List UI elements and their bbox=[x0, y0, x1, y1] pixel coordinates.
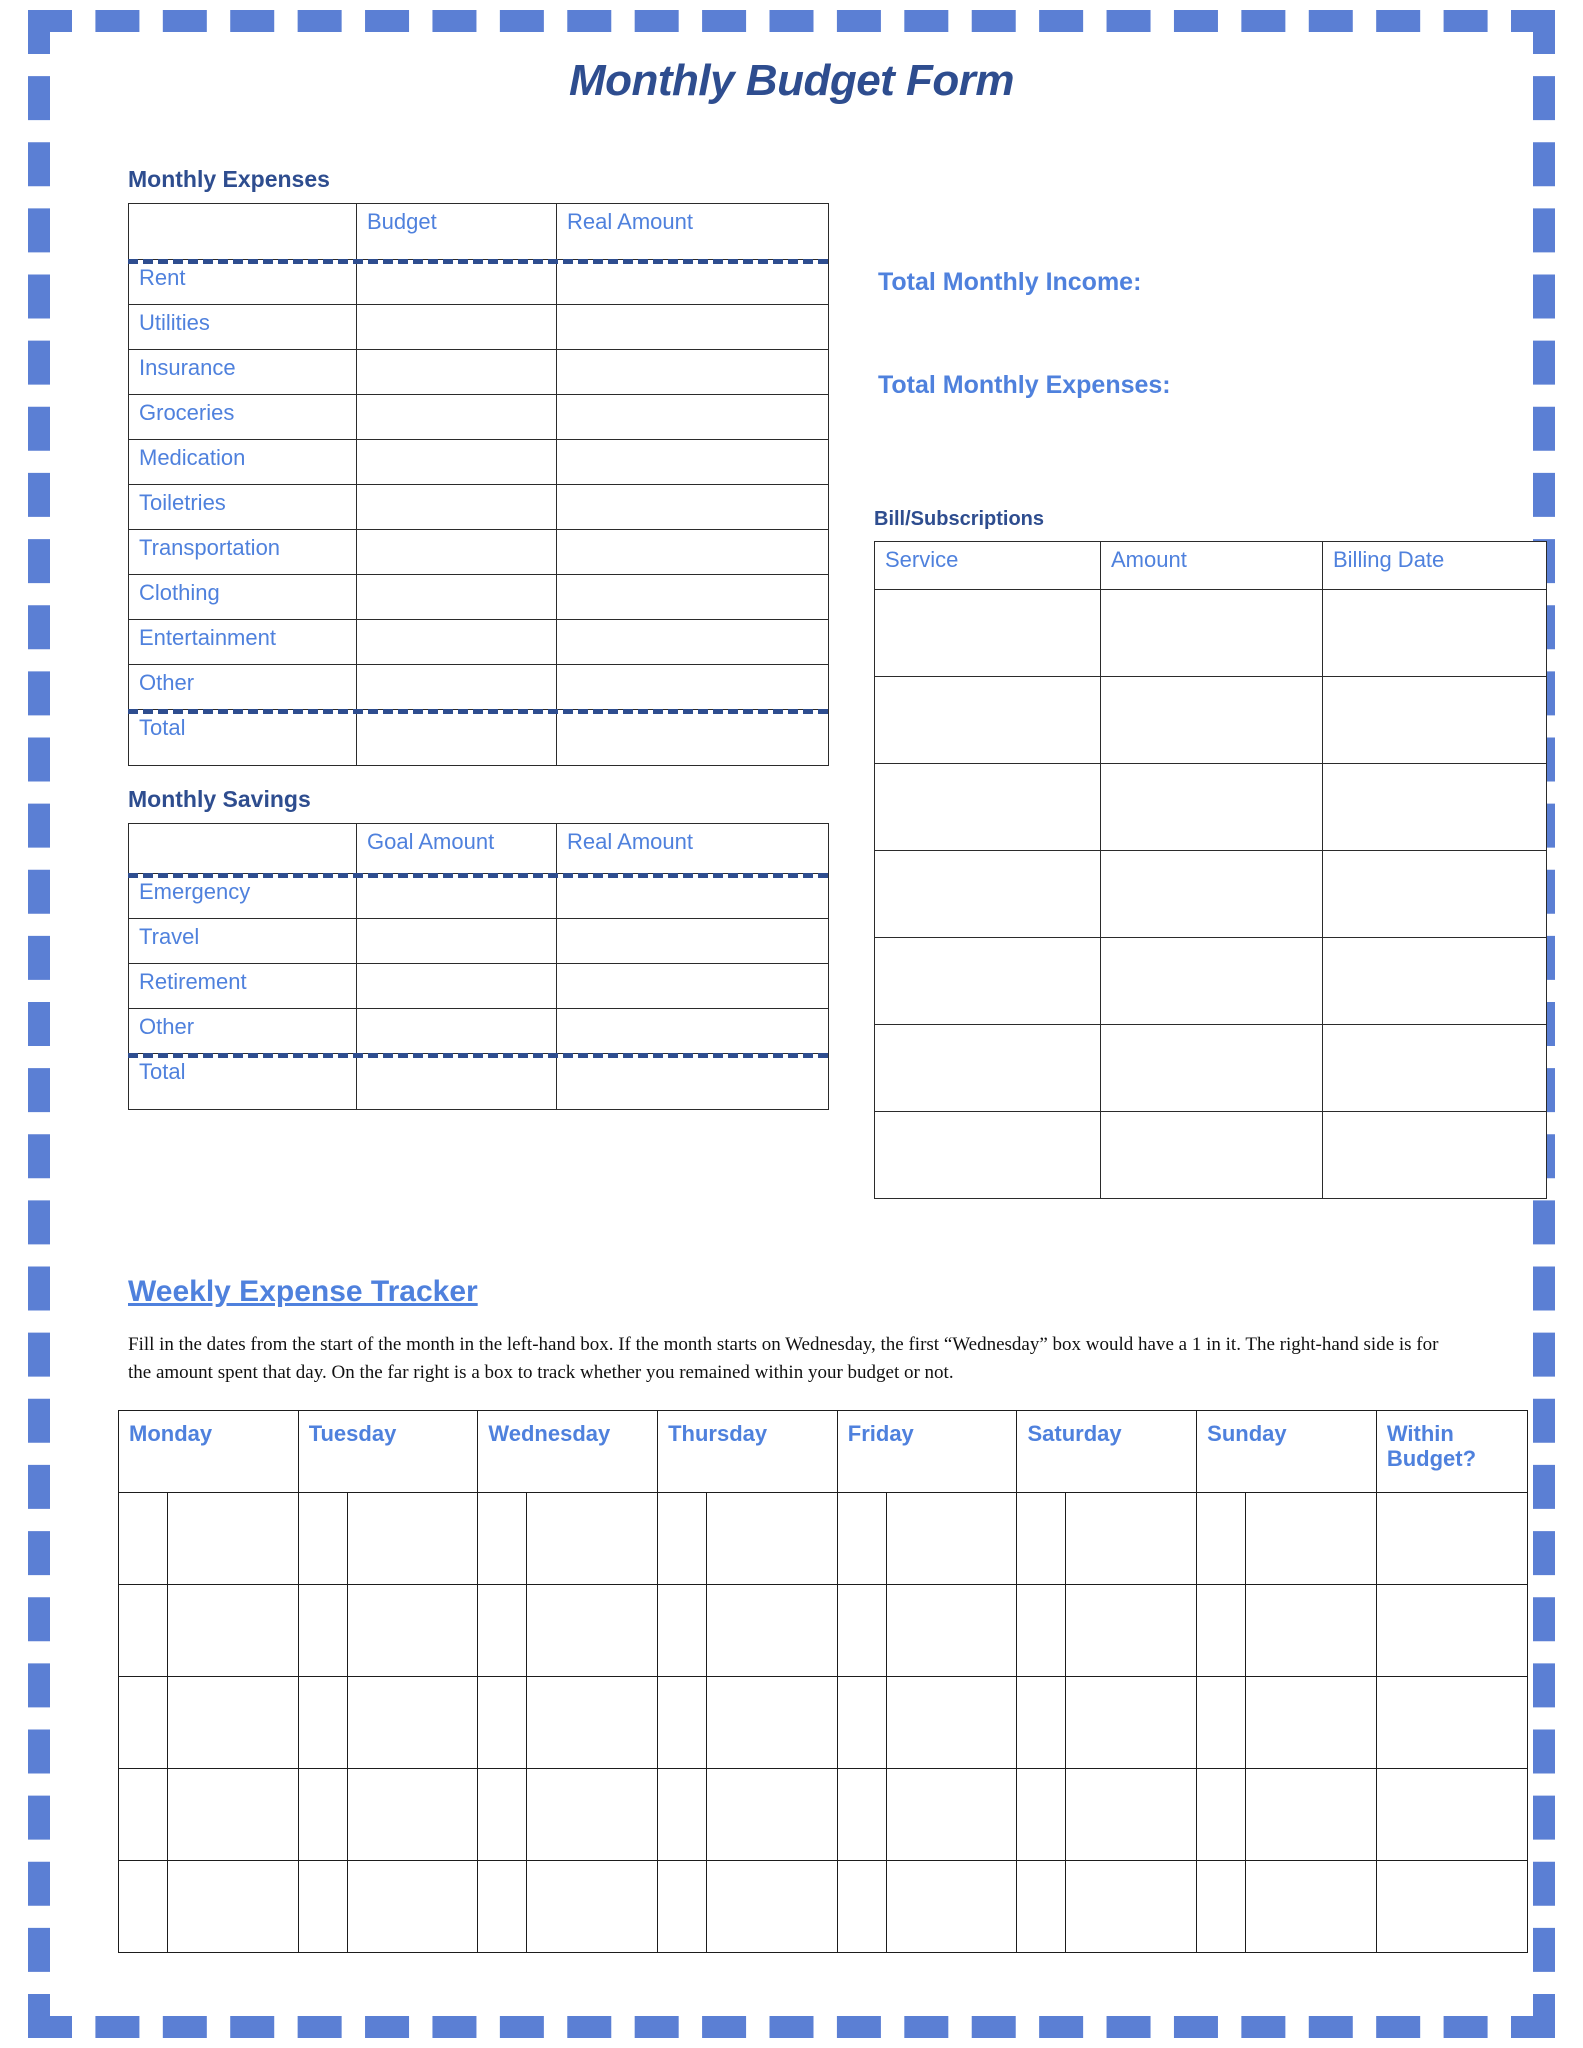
header-cell-thursday: Thursday bbox=[658, 1411, 838, 1493]
input-cell-budget[interactable] bbox=[357, 350, 557, 395]
input-cell-real[interactable] bbox=[557, 260, 829, 305]
date-cell-thursday[interactable] bbox=[658, 1585, 707, 1677]
table-row bbox=[129, 620, 829, 665]
within-budget-cell[interactable] bbox=[1376, 1585, 1527, 1677]
row-label-other: Other bbox=[129, 665, 357, 710]
row-label-clothing: Clothing bbox=[129, 575, 357, 620]
input-cell-real[interactable] bbox=[557, 1009, 829, 1054]
date-cell-tuesday[interactable] bbox=[298, 1493, 347, 1585]
input-cell-amount[interactable] bbox=[1101, 1112, 1323, 1199]
table-row bbox=[129, 665, 829, 710]
date-cell-thursday[interactable] bbox=[658, 1769, 707, 1861]
date-cell-friday[interactable] bbox=[837, 1861, 886, 1953]
input-cell-real[interactable] bbox=[557, 665, 829, 710]
amount-cell-tuesday[interactable] bbox=[347, 1493, 478, 1585]
input-cell-real[interactable] bbox=[557, 350, 829, 395]
within-budget-cell[interactable] bbox=[1376, 1677, 1527, 1769]
amount-cell-sunday[interactable] bbox=[1246, 1585, 1377, 1677]
date-cell-thursday[interactable] bbox=[658, 1493, 707, 1585]
input-cell-real[interactable] bbox=[557, 575, 829, 620]
table-row bbox=[129, 350, 829, 395]
table-row bbox=[875, 938, 1547, 1025]
date-cell-friday[interactable] bbox=[837, 1493, 886, 1585]
input-cell-amount[interactable] bbox=[1101, 851, 1323, 938]
row-label-utilities: Utilities bbox=[129, 305, 357, 350]
input-cell-budget[interactable] bbox=[357, 665, 557, 710]
date-cell-tuesday[interactable] bbox=[298, 1769, 347, 1861]
date-cell-wednesday[interactable] bbox=[478, 1861, 527, 1953]
amount-cell-saturday[interactable] bbox=[1066, 1769, 1197, 1861]
within-budget-cell[interactable] bbox=[1376, 1493, 1527, 1585]
header-cell-saturday: Saturday bbox=[1017, 1411, 1197, 1493]
bill-subscriptions-label: Bill/Subscriptions bbox=[874, 508, 1045, 530]
date-cell-sunday[interactable] bbox=[1197, 1677, 1246, 1769]
amount-cell-sunday[interactable] bbox=[1246, 1677, 1377, 1769]
date-cell-saturday[interactable] bbox=[1017, 1677, 1066, 1769]
date-cell-friday[interactable] bbox=[837, 1585, 886, 1677]
amount-cell-monday[interactable] bbox=[168, 1769, 299, 1861]
header-cell-real-amount: Real Amount bbox=[557, 824, 829, 874]
monthly-expenses-table bbox=[128, 203, 829, 766]
row-label-travel: Travel bbox=[129, 919, 357, 964]
input-cell-service[interactable] bbox=[875, 677, 1101, 764]
amount-cell-wednesday[interactable] bbox=[527, 1861, 658, 1953]
monthly-savings-table bbox=[128, 823, 829, 1110]
input-cell-real-total[interactable] bbox=[557, 710, 829, 766]
date-cell-friday[interactable] bbox=[837, 1769, 886, 1861]
amount-cell-saturday[interactable] bbox=[1066, 1677, 1197, 1769]
header-cell-tuesday: Tuesday bbox=[298, 1411, 478, 1493]
table-row bbox=[129, 964, 829, 1009]
input-cell-real[interactable] bbox=[557, 305, 829, 350]
date-cell-tuesday[interactable] bbox=[298, 1861, 347, 1953]
table-row bbox=[129, 260, 829, 305]
amount-cell-thursday[interactable] bbox=[707, 1493, 838, 1585]
table-row bbox=[119, 1769, 1528, 1861]
date-cell-wednesday[interactable] bbox=[478, 1769, 527, 1861]
date-cell-saturday[interactable] bbox=[1017, 1585, 1066, 1677]
input-cell-budget[interactable] bbox=[357, 440, 557, 485]
table-row bbox=[129, 305, 829, 350]
row-label-total: Total bbox=[129, 710, 357, 766]
within-budget-cell[interactable] bbox=[1376, 1769, 1527, 1861]
date-cell-wednesday[interactable] bbox=[478, 1585, 527, 1677]
within-budget-cell[interactable] bbox=[1376, 1861, 1527, 1953]
table-row bbox=[129, 440, 829, 485]
input-cell-budget[interactable] bbox=[357, 530, 557, 575]
input-cell-budget[interactable] bbox=[357, 575, 557, 620]
input-cell-goal[interactable] bbox=[357, 919, 557, 964]
amount-cell-sunday[interactable] bbox=[1246, 1493, 1377, 1585]
total-monthly-expenses-label: Total Monthly Expenses: bbox=[878, 371, 1171, 399]
header-cell-real-amount: Real Amount bbox=[557, 204, 829, 260]
bill-subscriptions-section bbox=[874, 508, 1547, 1199]
table-row bbox=[129, 874, 829, 919]
date-cell-sunday[interactable] bbox=[1197, 1861, 1246, 1953]
amount-cell-monday[interactable] bbox=[168, 1677, 299, 1769]
input-cell-goal[interactable] bbox=[357, 874, 557, 919]
page-title: Monthly Budget Form bbox=[568, 56, 1015, 105]
header-cell-within-budget: Within Budget? bbox=[1376, 1411, 1527, 1493]
table-total-row bbox=[129, 1054, 829, 1110]
input-cell-goal[interactable] bbox=[357, 964, 557, 1009]
amount-cell-monday[interactable] bbox=[168, 1861, 299, 1953]
amount-cell-monday[interactable] bbox=[168, 1585, 299, 1677]
table-row bbox=[119, 1677, 1528, 1769]
totals-section bbox=[878, 268, 1171, 474]
date-cell-tuesday[interactable] bbox=[298, 1677, 347, 1769]
table-row bbox=[119, 1861, 1528, 1953]
monthly-expenses-section bbox=[128, 166, 829, 766]
date-cell-sunday[interactable] bbox=[1197, 1769, 1246, 1861]
input-cell-service[interactable] bbox=[875, 851, 1101, 938]
amount-cell-sunday[interactable] bbox=[1246, 1769, 1377, 1861]
table-row bbox=[119, 1585, 1528, 1677]
input-cell-goal-total[interactable] bbox=[357, 1054, 557, 1110]
input-cell-service[interactable] bbox=[875, 938, 1101, 1025]
table-total-row bbox=[129, 710, 829, 766]
date-cell-sunday[interactable] bbox=[1197, 1585, 1246, 1677]
expenses-total-dashed-separator bbox=[128, 709, 828, 714]
row-label-emergency: Emergency bbox=[129, 874, 357, 919]
monthly-savings-section bbox=[128, 786, 829, 1110]
input-cell-amount[interactable] bbox=[1101, 677, 1323, 764]
date-cell-thursday[interactable] bbox=[658, 1861, 707, 1953]
input-cell-real[interactable] bbox=[557, 874, 829, 919]
table-row bbox=[129, 485, 829, 530]
header-cell-monday: Monday bbox=[119, 1411, 299, 1493]
date-cell-tuesday[interactable] bbox=[298, 1585, 347, 1677]
input-cell-real[interactable] bbox=[557, 485, 829, 530]
input-cell-budget[interactable] bbox=[357, 395, 557, 440]
total-monthly-income-label: Total Monthly Income: bbox=[878, 268, 1142, 296]
amount-cell-saturday[interactable] bbox=[1066, 1861, 1197, 1953]
row-label-other: Other bbox=[129, 1009, 357, 1054]
row-label-entertainment: Entertainment bbox=[129, 620, 357, 665]
weekly-expense-tracker-section bbox=[118, 1275, 1538, 1953]
table-row bbox=[875, 677, 1547, 764]
table-header-row bbox=[875, 542, 1547, 590]
input-cell-real[interactable] bbox=[557, 620, 829, 665]
input-cell-billing-date[interactable] bbox=[1323, 590, 1547, 677]
table-header-row bbox=[129, 204, 829, 260]
date-cell-saturday[interactable] bbox=[1017, 1769, 1066, 1861]
amount-cell-friday[interactable] bbox=[886, 1861, 1017, 1953]
input-cell-amount[interactable] bbox=[1101, 938, 1323, 1025]
monthly-savings-label: Monthly Savings bbox=[128, 786, 311, 812]
amount-cell-thursday[interactable] bbox=[707, 1861, 838, 1953]
header-cell-wednesday: Wednesday bbox=[478, 1411, 658, 1493]
amount-cell-saturday[interactable] bbox=[1066, 1493, 1197, 1585]
amount-cell-thursday[interactable] bbox=[707, 1585, 838, 1677]
weekly-expense-tracker-description: Fill in the dates from the start of the month in the left-hand box. If the month starts on Wednesday, the first “Wednesday” box would have a 1 in it. The right-hand side is for the amount spent that day. On the far right is a box to track whether you remained within your budget or not. bbox=[128, 1334, 1439, 1383]
monthly-expenses-label: Monthly Expenses bbox=[128, 166, 330, 192]
input-cell-real[interactable] bbox=[557, 530, 829, 575]
amount-cell-saturday[interactable] bbox=[1066, 1585, 1197, 1677]
date-cell-monday[interactable] bbox=[119, 1585, 168, 1677]
row-label-groceries: Groceries bbox=[129, 395, 357, 440]
amount-cell-tuesday[interactable] bbox=[347, 1861, 478, 1953]
date-cell-thursday[interactable] bbox=[658, 1677, 707, 1769]
input-cell-real[interactable] bbox=[557, 919, 829, 964]
header-cell-sunday: Sunday bbox=[1197, 1411, 1377, 1493]
date-cell-monday[interactable] bbox=[119, 1677, 168, 1769]
date-cell-monday[interactable] bbox=[119, 1769, 168, 1861]
date-cell-friday[interactable] bbox=[837, 1677, 886, 1769]
date-cell-wednesday[interactable] bbox=[478, 1677, 527, 1769]
amount-cell-wednesday[interactable] bbox=[527, 1677, 658, 1769]
row-label-transportation: Transportation bbox=[129, 530, 357, 575]
input-cell-billing-date[interactable] bbox=[1323, 677, 1547, 764]
input-cell-goal[interactable] bbox=[357, 1009, 557, 1054]
input-cell-budget[interactable] bbox=[357, 305, 557, 350]
input-cell-real[interactable] bbox=[557, 964, 829, 1009]
input-cell-billing-date[interactable] bbox=[1323, 938, 1547, 1025]
input-cell-budget[interactable] bbox=[357, 620, 557, 665]
date-cell-saturday[interactable] bbox=[1017, 1493, 1066, 1585]
table-row bbox=[119, 1493, 1528, 1585]
date-cell-saturday[interactable] bbox=[1017, 1861, 1066, 1953]
amount-cell-tuesday[interactable] bbox=[347, 1585, 478, 1677]
input-cell-service[interactable] bbox=[875, 590, 1101, 677]
bill-subscriptions-table bbox=[874, 541, 1547, 1199]
table-row bbox=[875, 590, 1547, 677]
table-header-row bbox=[119, 1411, 1528, 1493]
input-cell-billing-date[interactable] bbox=[1323, 851, 1547, 938]
savings-header-dashed-separator bbox=[128, 873, 828, 878]
input-cell-service[interactable] bbox=[875, 1025, 1101, 1112]
input-cell-amount[interactable] bbox=[1101, 764, 1323, 851]
table-row bbox=[129, 395, 829, 440]
input-cell-budget[interactable] bbox=[357, 260, 557, 305]
amount-cell-wednesday[interactable] bbox=[527, 1585, 658, 1677]
header-cell-blank bbox=[129, 204, 357, 260]
amount-cell-thursday[interactable] bbox=[707, 1677, 838, 1769]
table-row bbox=[875, 1112, 1547, 1199]
header-cell-budget: Budget bbox=[357, 204, 557, 260]
input-cell-billing-date[interactable] bbox=[1323, 1025, 1547, 1112]
amount-cell-sunday[interactable] bbox=[1246, 1861, 1377, 1953]
row-label-toiletries: Toiletries bbox=[129, 485, 357, 530]
savings-total-dashed-separator bbox=[128, 1053, 828, 1058]
form-sheet bbox=[56, 38, 1527, 2010]
weekly-expense-tracker-title: Weekly Expense Tracker bbox=[128, 1275, 478, 1308]
table-row bbox=[129, 1009, 829, 1054]
input-cell-service[interactable] bbox=[875, 1112, 1101, 1199]
input-cell-real-total[interactable] bbox=[557, 1054, 829, 1110]
header-cell-goal-amount: Goal Amount bbox=[357, 824, 557, 874]
date-cell-sunday[interactable] bbox=[1197, 1493, 1246, 1585]
header-cell-amount: Amount bbox=[1101, 542, 1323, 590]
header-cell-blank bbox=[129, 824, 357, 874]
row-label-medication: Medication bbox=[129, 440, 357, 485]
amount-cell-friday[interactable] bbox=[886, 1769, 1017, 1861]
table-row bbox=[129, 575, 829, 620]
amount-cell-tuesday[interactable] bbox=[347, 1677, 478, 1769]
input-cell-budget-total[interactable] bbox=[357, 710, 557, 766]
amount-cell-friday[interactable] bbox=[886, 1677, 1017, 1769]
amount-cell-friday[interactable] bbox=[886, 1493, 1017, 1585]
table-header-row bbox=[129, 824, 829, 874]
input-cell-service[interactable] bbox=[875, 764, 1101, 851]
weekly-expense-tracker-table bbox=[118, 1410, 1528, 1953]
date-cell-wednesday[interactable] bbox=[478, 1493, 527, 1585]
table-row bbox=[875, 1025, 1547, 1112]
date-cell-monday[interactable] bbox=[119, 1861, 168, 1953]
header-cell-service: Service bbox=[875, 542, 1101, 590]
amount-cell-friday[interactable] bbox=[886, 1585, 1017, 1677]
input-cell-amount[interactable] bbox=[1101, 590, 1323, 677]
amount-cell-wednesday[interactable] bbox=[527, 1769, 658, 1861]
expenses-header-dashed-separator bbox=[128, 259, 828, 264]
row-label-insurance: Insurance bbox=[129, 350, 357, 395]
header-cell-billing-date: Billing Date bbox=[1323, 542, 1547, 590]
table-row bbox=[875, 764, 1547, 851]
row-label-rent: Rent bbox=[129, 260, 357, 305]
row-label-total: Total bbox=[129, 1054, 357, 1110]
amount-cell-monday[interactable] bbox=[168, 1493, 299, 1585]
input-cell-billing-date[interactable] bbox=[1323, 764, 1547, 851]
date-cell-monday[interactable] bbox=[119, 1493, 168, 1585]
input-cell-amount[interactable] bbox=[1101, 1025, 1323, 1112]
amount-cell-wednesday[interactable] bbox=[527, 1493, 658, 1585]
row-label-retirement: Retirement bbox=[129, 964, 357, 1009]
table-row bbox=[129, 919, 829, 964]
input-cell-billing-date[interactable] bbox=[1323, 1112, 1547, 1199]
table-row bbox=[875, 851, 1547, 938]
amount-cell-thursday[interactable] bbox=[707, 1769, 838, 1861]
input-cell-real[interactable] bbox=[557, 440, 829, 485]
header-cell-friday: Friday bbox=[837, 1411, 1017, 1493]
input-cell-budget[interactable] bbox=[357, 485, 557, 530]
amount-cell-tuesday[interactable] bbox=[347, 1769, 478, 1861]
table-row bbox=[129, 530, 829, 575]
input-cell-real[interactable] bbox=[557, 395, 829, 440]
